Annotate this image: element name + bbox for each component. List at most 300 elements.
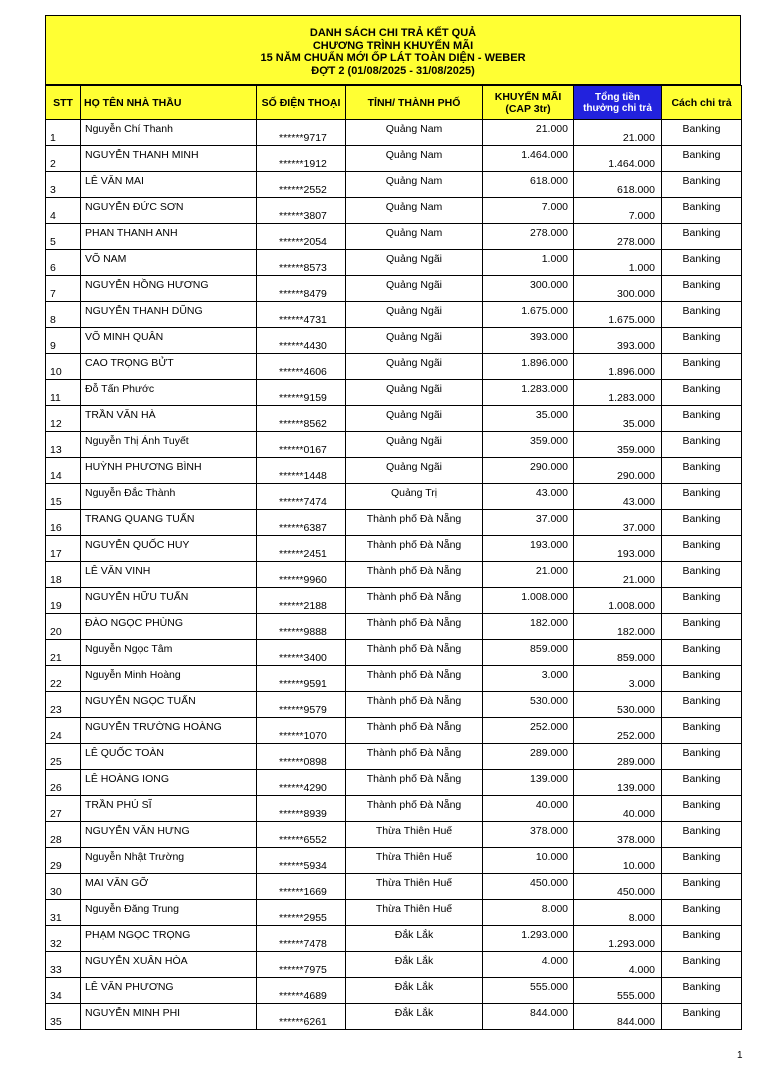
header-name: HỌ TÊN NHÀ THẦU bbox=[81, 86, 257, 120]
table-row bbox=[46, 172, 742, 198]
cell-phone-text: ******2955 bbox=[279, 912, 327, 924]
cell-name bbox=[81, 484, 257, 510]
cell-name-text: NGUYỄN HỒNG HƯƠNG bbox=[85, 279, 209, 291]
cell-promo-text: 290.000 bbox=[530, 461, 568, 473]
cell-promo bbox=[483, 744, 574, 770]
cell-promo-text: 1.000 bbox=[541, 253, 568, 265]
cell-name-text: PHẠM NGỌC TRỌNG bbox=[85, 929, 191, 941]
cell-promo bbox=[483, 614, 574, 640]
cell-stt-text: 23 bbox=[50, 704, 62, 716]
table-row bbox=[46, 718, 742, 744]
cell-province bbox=[346, 952, 483, 978]
cell-stt bbox=[46, 770, 81, 796]
cell-province bbox=[346, 354, 483, 380]
cell-stt bbox=[46, 198, 81, 224]
cell-phone bbox=[257, 770, 346, 796]
cell-province bbox=[346, 614, 483, 640]
cell-phone bbox=[257, 354, 346, 380]
table-row bbox=[46, 536, 742, 562]
cell-method-text: Banking bbox=[682, 383, 721, 395]
cell-total bbox=[574, 952, 662, 978]
cell-total-text: 300.000 bbox=[617, 288, 655, 300]
cell-promo bbox=[483, 874, 574, 900]
cell-promo-text: 252.000 bbox=[530, 721, 568, 733]
cell-name-text: VÕ NAM bbox=[85, 253, 127, 265]
cell-stt bbox=[46, 640, 81, 666]
cell-total-text: 618.000 bbox=[617, 184, 655, 196]
cell-phone bbox=[257, 562, 346, 588]
cell-province bbox=[346, 224, 483, 250]
cell-method-text: Banking bbox=[682, 591, 721, 603]
cell-total-text: 378.000 bbox=[617, 834, 655, 846]
cell-method bbox=[662, 458, 742, 484]
cell-name-text: NGUYỄN NGỌC TUẤN bbox=[85, 695, 196, 707]
cell-method-text: Banking bbox=[682, 877, 721, 889]
cell-name bbox=[81, 796, 257, 822]
cell-name bbox=[81, 458, 257, 484]
cell-name-text: NGUYỄN VĂN HƯNG bbox=[85, 825, 190, 837]
cell-phone-text: ******3807 bbox=[279, 210, 327, 222]
cell-province bbox=[346, 536, 483, 562]
cell-stt-text: 14 bbox=[50, 470, 62, 482]
payout-sheet bbox=[45, 15, 741, 1030]
cell-promo bbox=[483, 224, 574, 250]
cell-total bbox=[574, 328, 662, 354]
cell-promo bbox=[483, 354, 574, 380]
header-total-line2: thưởng chi trả bbox=[583, 102, 652, 114]
cell-name-text: NGUYỄN TRƯỜNG HOÀNG bbox=[85, 721, 222, 733]
cell-method-text: Banking bbox=[682, 227, 721, 239]
cell-total bbox=[574, 744, 662, 770]
cell-phone-text: ******8562 bbox=[279, 418, 327, 430]
cell-method bbox=[662, 952, 742, 978]
cell-phone-text: ******1448 bbox=[279, 470, 327, 482]
cell-stt bbox=[46, 978, 81, 1004]
cell-promo bbox=[483, 848, 574, 874]
cell-total-text: 1.896.000 bbox=[608, 366, 655, 378]
cell-phone-text: ******0167 bbox=[279, 444, 327, 456]
cell-promo-text: 1.293.000 bbox=[521, 929, 568, 941]
cell-phone bbox=[257, 302, 346, 328]
cell-name-text: LÊ VĂN VINH bbox=[85, 565, 151, 577]
cell-total bbox=[574, 562, 662, 588]
cell-name-text: Nguyễn Thị Ánh Tuyết bbox=[85, 435, 189, 447]
cell-total-text: 7.000 bbox=[628, 210, 655, 222]
cell-stt bbox=[46, 146, 81, 172]
cell-phone-text: ******4606 bbox=[279, 366, 327, 378]
cell-province bbox=[346, 874, 483, 900]
cell-phone bbox=[257, 380, 346, 406]
cell-stt bbox=[46, 848, 81, 874]
cell-stt-text: 30 bbox=[50, 886, 62, 898]
cell-promo bbox=[483, 432, 574, 458]
cell-province bbox=[346, 276, 483, 302]
cell-method-text: Banking bbox=[682, 331, 721, 343]
table-row bbox=[46, 328, 742, 354]
cell-province-text: Thừa Thiên Huế bbox=[375, 903, 453, 915]
table-row bbox=[46, 146, 742, 172]
cell-province bbox=[346, 1004, 483, 1030]
cell-phone bbox=[257, 458, 346, 484]
cell-name-text: MAI VĂN GỠ bbox=[85, 877, 149, 889]
cell-province bbox=[346, 588, 483, 614]
cell-province-text: Thành phố Đà Nẵng bbox=[366, 669, 462, 681]
cell-province-text: Quảng Nam bbox=[385, 175, 443, 187]
cell-method-text: Banking bbox=[682, 461, 721, 473]
cell-stt bbox=[46, 328, 81, 354]
cell-promo-text: 1.283.000 bbox=[521, 383, 568, 395]
cell-stt bbox=[46, 536, 81, 562]
cell-phone bbox=[257, 120, 346, 146]
cell-stt-text: 15 bbox=[50, 496, 62, 508]
cell-promo-text: 3.000 bbox=[541, 669, 568, 681]
cell-name-text: LÊ QUỐC TOÀN bbox=[85, 747, 164, 759]
table-row bbox=[46, 224, 742, 250]
title-line-2: CHƯƠNG TRÌNH KHUYẾN MÃI bbox=[312, 39, 474, 52]
cell-province bbox=[346, 328, 483, 354]
cell-province bbox=[346, 302, 483, 328]
cell-promo bbox=[483, 406, 574, 432]
cell-promo-text: 10.000 bbox=[535, 851, 568, 863]
cell-name-text: Nguyễn Minh Hoàng bbox=[85, 669, 181, 681]
cell-total bbox=[574, 1004, 662, 1030]
cell-promo-text: 1.464.000 bbox=[521, 149, 568, 161]
table-row bbox=[46, 120, 742, 146]
cell-total-text: 35.000 bbox=[622, 418, 655, 430]
cell-promo bbox=[483, 172, 574, 198]
cell-stt-text: 35 bbox=[50, 1016, 62, 1028]
cell-name-text: Nguyễn Chí Thanh bbox=[85, 123, 173, 135]
cell-phone bbox=[257, 744, 346, 770]
cell-name-text: HUỲNH PHƯƠNG BÌNH bbox=[85, 461, 202, 473]
cell-total bbox=[574, 718, 662, 744]
cell-stt-text: 11 bbox=[50, 392, 61, 404]
title-line-3: 15 NĂM CHUẨN MỚI ỐP LÁT TOÀN DIỆN - WEBER bbox=[260, 52, 526, 64]
header-total-line1: Tổng tiền bbox=[595, 91, 640, 103]
cell-total-text: 393.000 bbox=[617, 340, 655, 352]
cell-promo bbox=[483, 1004, 574, 1030]
cell-province-text: Thành phố Đà Nẵng bbox=[366, 695, 462, 707]
cell-promo-text: 8.000 bbox=[541, 903, 568, 915]
cell-phone bbox=[257, 822, 346, 848]
cell-phone-text: ******6387 bbox=[279, 522, 327, 534]
header-promo-line2: (CAP 3tr) bbox=[505, 102, 551, 115]
cell-promo bbox=[483, 952, 574, 978]
cell-method bbox=[662, 1004, 742, 1030]
cell-phone bbox=[257, 1004, 346, 1030]
cell-name-text: NGUYỄN QUỐC HUY bbox=[85, 539, 190, 551]
table-row bbox=[46, 380, 742, 406]
cell-phone bbox=[257, 640, 346, 666]
cell-stt-text: 24 bbox=[50, 730, 62, 742]
cell-total-text: 1.464.000 bbox=[608, 158, 655, 170]
cell-total-text: 37.000 bbox=[622, 522, 655, 534]
cell-phone bbox=[257, 172, 346, 198]
cell-stt-text: 22 bbox=[50, 678, 62, 690]
cell-province-text: Thành phố Đà Nẵng bbox=[366, 539, 462, 551]
cell-province bbox=[346, 692, 483, 718]
cell-phone-text: ******9888 bbox=[279, 626, 327, 638]
table-row bbox=[46, 458, 742, 484]
cell-phone bbox=[257, 978, 346, 1004]
cell-name-text: Nguyễn Đắc Thành bbox=[85, 487, 176, 499]
cell-phone-text: ******8573 bbox=[279, 262, 327, 274]
cell-phone-text: ******5934 bbox=[279, 860, 327, 872]
cell-phone bbox=[257, 510, 346, 536]
cell-method bbox=[662, 640, 742, 666]
cell-promo-text: 300.000 bbox=[530, 279, 568, 291]
cell-name-text: Đỗ Tấn Phước bbox=[85, 383, 155, 395]
table-row bbox=[46, 926, 742, 952]
cell-stt-text: 4 bbox=[50, 210, 56, 222]
cell-stt-text: 3 bbox=[50, 184, 56, 196]
cell-phone-text: ******9960 bbox=[279, 574, 327, 586]
cell-total-text: 182.000 bbox=[617, 626, 655, 638]
header-stt: STT bbox=[46, 86, 81, 120]
cell-name-text: NGUYỄN THANH MINH bbox=[85, 149, 199, 161]
cell-phone-text: ******7478 bbox=[279, 938, 327, 950]
cell-name bbox=[81, 146, 257, 172]
table-row bbox=[46, 666, 742, 692]
cell-method-text: Banking bbox=[682, 539, 721, 551]
table-row bbox=[46, 198, 742, 224]
cell-phone-text: ******4430 bbox=[279, 340, 327, 352]
cell-province bbox=[346, 822, 483, 848]
table-header-row bbox=[46, 86, 742, 120]
cell-total bbox=[574, 614, 662, 640]
cell-total bbox=[574, 146, 662, 172]
cell-total-text: 139.000 bbox=[617, 782, 655, 794]
cell-method bbox=[662, 432, 742, 458]
cell-stt-text: 20 bbox=[50, 626, 62, 638]
cell-method-text: Banking bbox=[682, 721, 721, 733]
cell-phone bbox=[257, 250, 346, 276]
cell-province-text: Quảng Ngãi bbox=[385, 331, 443, 343]
cell-stt bbox=[46, 432, 81, 458]
cell-promo-text: 35.000 bbox=[535, 409, 568, 421]
table-row bbox=[46, 978, 742, 1004]
cell-stt bbox=[46, 1004, 81, 1030]
cell-phone-text: ******9591 bbox=[279, 678, 327, 690]
cell-total bbox=[574, 198, 662, 224]
cell-province-text: Đắk Lắk bbox=[394, 981, 434, 993]
cell-method bbox=[662, 822, 742, 848]
cell-promo-text: 859.000 bbox=[530, 643, 568, 655]
table-row bbox=[46, 354, 742, 380]
cell-phone bbox=[257, 536, 346, 562]
cell-method-text: Banking bbox=[682, 695, 721, 707]
cell-phone-text: ******9717 bbox=[279, 132, 327, 144]
cell-promo bbox=[483, 510, 574, 536]
cell-method bbox=[662, 770, 742, 796]
cell-stt bbox=[46, 458, 81, 484]
cell-name-text: LÊ HOÀNG IONG bbox=[85, 773, 170, 785]
cell-promo bbox=[483, 380, 574, 406]
cell-phone-text: ******6552 bbox=[279, 834, 327, 846]
cell-province-text: Thành phố Đà Nẵng bbox=[366, 799, 462, 811]
cell-promo-text: 37.000 bbox=[535, 513, 568, 525]
cell-promo bbox=[483, 926, 574, 952]
cell-total-text: 289.000 bbox=[617, 756, 655, 768]
cell-promo-text: 378.000 bbox=[530, 825, 568, 837]
table-row bbox=[46, 588, 742, 614]
cell-method bbox=[662, 666, 742, 692]
cell-total bbox=[574, 380, 662, 406]
cell-stt bbox=[46, 302, 81, 328]
cell-name-text: NGUYỄN ĐỨC SƠN bbox=[85, 201, 184, 213]
cell-promo-text: 359.000 bbox=[530, 435, 568, 447]
cell-method bbox=[662, 354, 742, 380]
cell-name bbox=[81, 302, 257, 328]
cell-promo-text: 193.000 bbox=[530, 539, 568, 551]
cell-stt bbox=[46, 874, 81, 900]
cell-province bbox=[346, 770, 483, 796]
cell-province bbox=[346, 744, 483, 770]
cell-method-text: Banking bbox=[682, 175, 721, 187]
cell-total bbox=[574, 978, 662, 1004]
cell-province-text: Thừa Thiên Huế bbox=[375, 877, 453, 889]
title-line-1: DANH SÁCH CHI TRẢ KẾT QUẢ bbox=[309, 27, 477, 39]
cell-phone-text: ******2188 bbox=[279, 600, 327, 612]
cell-province-text: Quảng Ngãi bbox=[385, 357, 443, 369]
cell-stt bbox=[46, 380, 81, 406]
cell-name bbox=[81, 744, 257, 770]
cell-province-text: Thành phố Đà Nẵng bbox=[366, 773, 462, 785]
cell-province-text: Quảng Ngãi bbox=[385, 279, 443, 291]
cell-province bbox=[346, 562, 483, 588]
table-row bbox=[46, 692, 742, 718]
cell-name-text: Nguyễn Nhật Trường bbox=[85, 851, 185, 863]
cell-method bbox=[662, 848, 742, 874]
cell-total bbox=[574, 796, 662, 822]
cell-method-text: Banking bbox=[682, 279, 721, 291]
cell-stt-text: 12 bbox=[50, 418, 62, 430]
table-row bbox=[46, 250, 742, 276]
cell-name bbox=[81, 250, 257, 276]
cell-stt-text: 32 bbox=[50, 938, 62, 950]
cell-promo-text: 1.008.000 bbox=[521, 591, 568, 603]
cell-promo bbox=[483, 692, 574, 718]
cell-promo-text: 530.000 bbox=[530, 695, 568, 707]
cell-stt-text: 28 bbox=[50, 834, 62, 846]
cell-method-text: Banking bbox=[682, 305, 721, 317]
cell-name bbox=[81, 120, 257, 146]
cell-total-text: 3.000 bbox=[628, 678, 655, 690]
cell-stt-text: 26 bbox=[50, 782, 62, 794]
cell-method-text: Banking bbox=[682, 825, 721, 837]
cell-stt bbox=[46, 900, 81, 926]
cell-province-text: Quảng Ngãi bbox=[385, 461, 443, 473]
cell-method bbox=[662, 146, 742, 172]
cell-province-text: Thành phố Đà Nẵng bbox=[366, 747, 462, 759]
cell-phone bbox=[257, 692, 346, 718]
cell-total-text: 21.000 bbox=[622, 132, 655, 144]
cell-phone bbox=[257, 874, 346, 900]
cell-method-text: Banking bbox=[682, 409, 721, 421]
cell-province-text: Đắk Lắk bbox=[394, 1007, 434, 1019]
cell-province bbox=[346, 380, 483, 406]
cell-total-text: 1.000 bbox=[628, 262, 655, 274]
cell-promo bbox=[483, 900, 574, 926]
cell-name bbox=[81, 510, 257, 536]
table-row bbox=[46, 510, 742, 536]
cell-method bbox=[662, 900, 742, 926]
cell-total-text: 555.000 bbox=[617, 990, 655, 1002]
cell-province bbox=[346, 458, 483, 484]
cell-promo bbox=[483, 640, 574, 666]
cell-stt-text: 17 bbox=[50, 548, 62, 560]
table-row bbox=[46, 406, 742, 432]
cell-total bbox=[574, 172, 662, 198]
cell-name-text: NGUYỄN THANH DŨNG bbox=[85, 305, 203, 317]
cell-promo bbox=[483, 302, 574, 328]
cell-stt bbox=[46, 120, 81, 146]
cell-stt-text: 6 bbox=[50, 262, 56, 274]
cell-total bbox=[574, 926, 662, 952]
cell-stt-text: 9 bbox=[50, 340, 56, 352]
cell-total bbox=[574, 510, 662, 536]
header-province: TỈNH/ THÀNH PHỐ bbox=[346, 86, 483, 120]
cell-name bbox=[81, 952, 257, 978]
cell-method-text: Banking bbox=[682, 747, 721, 759]
cell-total-text: 359.000 bbox=[617, 444, 655, 456]
cell-name bbox=[81, 978, 257, 1004]
cell-total bbox=[574, 458, 662, 484]
cell-promo-text: 393.000 bbox=[530, 331, 568, 343]
cell-province bbox=[346, 666, 483, 692]
cell-province-text: Thừa Thiên Huế bbox=[375, 825, 453, 837]
cell-method-text: Banking bbox=[682, 929, 721, 941]
cell-province-text: Quảng Trị bbox=[390, 487, 438, 499]
cell-total bbox=[574, 224, 662, 250]
header-promo bbox=[483, 86, 574, 120]
cell-promo-text: 182.000 bbox=[530, 617, 568, 629]
cell-province-text: Quảng Ngãi bbox=[385, 253, 443, 265]
cell-method bbox=[662, 536, 742, 562]
cell-name bbox=[81, 406, 257, 432]
cell-promo-text: 618.000 bbox=[530, 175, 568, 187]
cell-promo-text: 289.000 bbox=[530, 747, 568, 759]
cell-promo-text: 450.000 bbox=[530, 877, 568, 889]
cell-name bbox=[81, 770, 257, 796]
cell-total-text: 1.008.000 bbox=[608, 600, 655, 612]
cell-phone-text: ******4731 bbox=[279, 314, 327, 326]
table-row bbox=[46, 848, 742, 874]
cell-name-text: LÊ VĂN PHƯƠNG bbox=[85, 981, 174, 993]
cell-method bbox=[662, 562, 742, 588]
cell-total-text: 1.675.000 bbox=[608, 314, 655, 326]
cell-total bbox=[574, 848, 662, 874]
cell-name bbox=[81, 848, 257, 874]
cell-method bbox=[662, 172, 742, 198]
cell-method bbox=[662, 484, 742, 510]
cell-phone-text: ******4290 bbox=[279, 782, 327, 794]
cell-promo-text: 1.675.000 bbox=[521, 305, 568, 317]
cell-promo-text: 7.000 bbox=[541, 201, 568, 213]
cell-phone-text: ******4689 bbox=[279, 990, 327, 1002]
cell-total bbox=[574, 432, 662, 458]
cell-total-text: 193.000 bbox=[617, 548, 655, 560]
cell-method-text: Banking bbox=[682, 643, 721, 655]
cell-province bbox=[346, 198, 483, 224]
cell-promo-text: 1.896.000 bbox=[521, 357, 568, 369]
cell-stt bbox=[46, 588, 81, 614]
cell-name-text: LÊ VĂN MAI bbox=[85, 175, 144, 187]
cell-name bbox=[81, 380, 257, 406]
page-number: 1 bbox=[737, 1050, 743, 1061]
cell-total bbox=[574, 484, 662, 510]
cell-province-text: Thành phố Đà Nẵng bbox=[366, 721, 462, 733]
